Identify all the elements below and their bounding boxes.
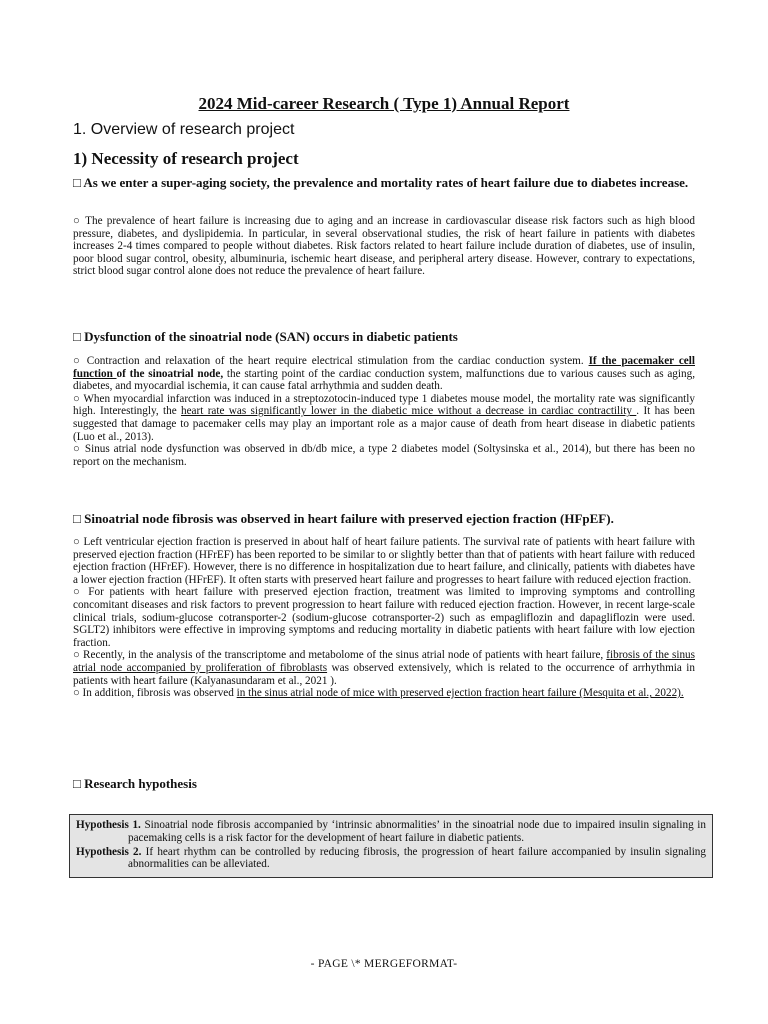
hfpef-paragraph-2: ○ For patients with heart failure with preserved ejection fraction, treatment was limited to improving symptoms and controlling concomitant diseases and risk factors to prevent progression to heart failure with reduced ejection fraction. However, in recent large-scale clinical trials, sodium-glucose cotransporter-2 (sodium-glucose cotransporter-2) such as empagliflozin and dapagliflozin were used. SGLT2) inhibitors were effective in improving symptoms and reducing mortality in diabetic patients with heart failure with low ejection fraction. bbox=[73, 586, 695, 649]
san-paragraph-2 bbox=[73, 393, 695, 443]
underlined-text: fibrosis of the sinus atrial node accompanied by proliferation of fibroblasts bbox=[73, 649, 695, 674]
necessity-heading: □ As we enter a super-aging society, the prevalence and mortality rates of heart failure due to diabetes increase. bbox=[73, 175, 689, 190]
necessity-paragraph bbox=[73, 215, 695, 278]
hypothesis-label: Hypothesis 1. bbox=[76, 819, 141, 831]
underlined-text: heart rate was significantly lower in the diabetic mice without a decrease in cardiac contractility bbox=[181, 405, 637, 418]
san-paragraphs bbox=[73, 355, 695, 468]
text-span: was observed extensively, which is related to the occurrence of arrhythmia in patients with heart failure (Kalyanasundaram et al., 2021 ). bbox=[73, 661, 695, 687]
hypothesis-text: Sinoatrial node fibrosis accompanied by ‘intrinsic abnormalities’ in the sinoatrial node due to impaired insulin signaling in pacemaking cells is a risk factor for the development of heart failure in diabetic patients. bbox=[128, 819, 706, 844]
hypothesis-2 bbox=[76, 846, 706, 872]
page-footer: - PAGE \* MERGEFORMAT- bbox=[310, 958, 458, 970]
hypothesis-label: Hypothesis 2. bbox=[76, 845, 142, 858]
san-heading: □ Dysfunction of the sinoatrial node (SAN) occurs in diabetic patients bbox=[73, 329, 458, 344]
san-paragraph-3: ○ Sinus atrial node dysfunction was observed in db/db mice, a type 2 diabetes model (Soltysinska et al., 2014), but there has been no report on the mechanism. bbox=[73, 443, 695, 468]
hfpef-paragraph-3 bbox=[73, 649, 695, 687]
report-title: 2024 Mid-career Research ( Type 1) Annual Report bbox=[198, 94, 570, 113]
text-span: ○ In addition, fibrosis was observed bbox=[73, 687, 237, 700]
hfpef-paragraph-4 bbox=[73, 687, 695, 700]
text-span: ○ When myocardial infarction was induced in a streptozotocin-induced type 1 diabetes mouse model, the mortality rate was significantly high. Interestingly, the bbox=[73, 392, 695, 418]
underlined-text: If the pacemaker cell function bbox=[73, 355, 695, 380]
hypothesis-text: If heart rhythm can be controlled by reducing fibrosis, the progression of heart failure accompanied by insulin signaling abnormalities can be alleviated. bbox=[128, 845, 706, 871]
hypothesis-1 bbox=[76, 819, 706, 845]
hypothesis-heading: □ Research hypothesis bbox=[73, 776, 197, 791]
section-heading: 1. Overview of research project bbox=[73, 121, 295, 138]
hfpef-paragraphs bbox=[73, 536, 695, 700]
text-span: . It has been suggested that damage to pacemaker cells may play an important role as a major cause of death from heart disease in diabetic patients (Luo et al., 2013). bbox=[73, 405, 695, 443]
bold-text: of the sinoatrial node, bbox=[116, 367, 224, 380]
hfpef-heading: □ Sinoatrial node fibrosis was observed in heart failure with preserved ejection fraction (HFpEF). bbox=[73, 511, 614, 526]
subsection-heading: 1) Necessity of research project bbox=[73, 149, 299, 168]
san-paragraph-1 bbox=[73, 355, 695, 393]
text-span: ○ Recently, in the analysis of the transcriptome and metabolome of the sinus atrial node of patients with heart failure, bbox=[73, 649, 607, 662]
underlined-text: in the sinus atrial node of mice with preserved ejection fraction heart failure (Mesquita et al., 2022). bbox=[236, 687, 684, 700]
text-span: ○ Contraction and relaxation of the heart require electrical stimulation from the cardiac conduction system. bbox=[73, 355, 589, 367]
hypothesis-box bbox=[69, 814, 713, 878]
text-span: the starting point of the cardiac conduction system, malfunctions due to various causes such as aging, diabetes, and myocardial ischemia, it can cause fatal arrhythmia and sudden death. bbox=[73, 367, 695, 393]
paragraph-text: ○ The prevalence of heart failure is increasing due to aging and an increase in cardiovascular disease risk factors such as high blood pressure, diabetes, and dyslipidemia. In particular, in several observational studies, the risk of heart failure in patients with diabetes increases 2-4 times compared to people without diabetes. Risk factors related to heart failure include duration of diabetes, use of insulin, poor blood sugar control, obesity, albuminuria, ischemic heart disease, and peripheral artery disease. However, contrary to expectations, strict blood sugar control alone does not reduce the prevalence of heart failure. bbox=[73, 215, 695, 278]
hfpef-paragraph-1: ○ Left ventricular ejection fraction is preserved in about half of heart failure patients. The survival rate of patients with heart failure with preserved ejection fraction (HFrEF) has been reported to be similar to or slightly better than that of patients with heart failure with reduced ejection fraction (HFrEF). However, there is no difference in hospitalization due to heart failure, and clinically, patients with diabetes have a lower ejection fraction (HFrEF). It often starts with preserved heart failure and progresses to heart failure with reduced ejection fraction. bbox=[73, 536, 695, 586]
